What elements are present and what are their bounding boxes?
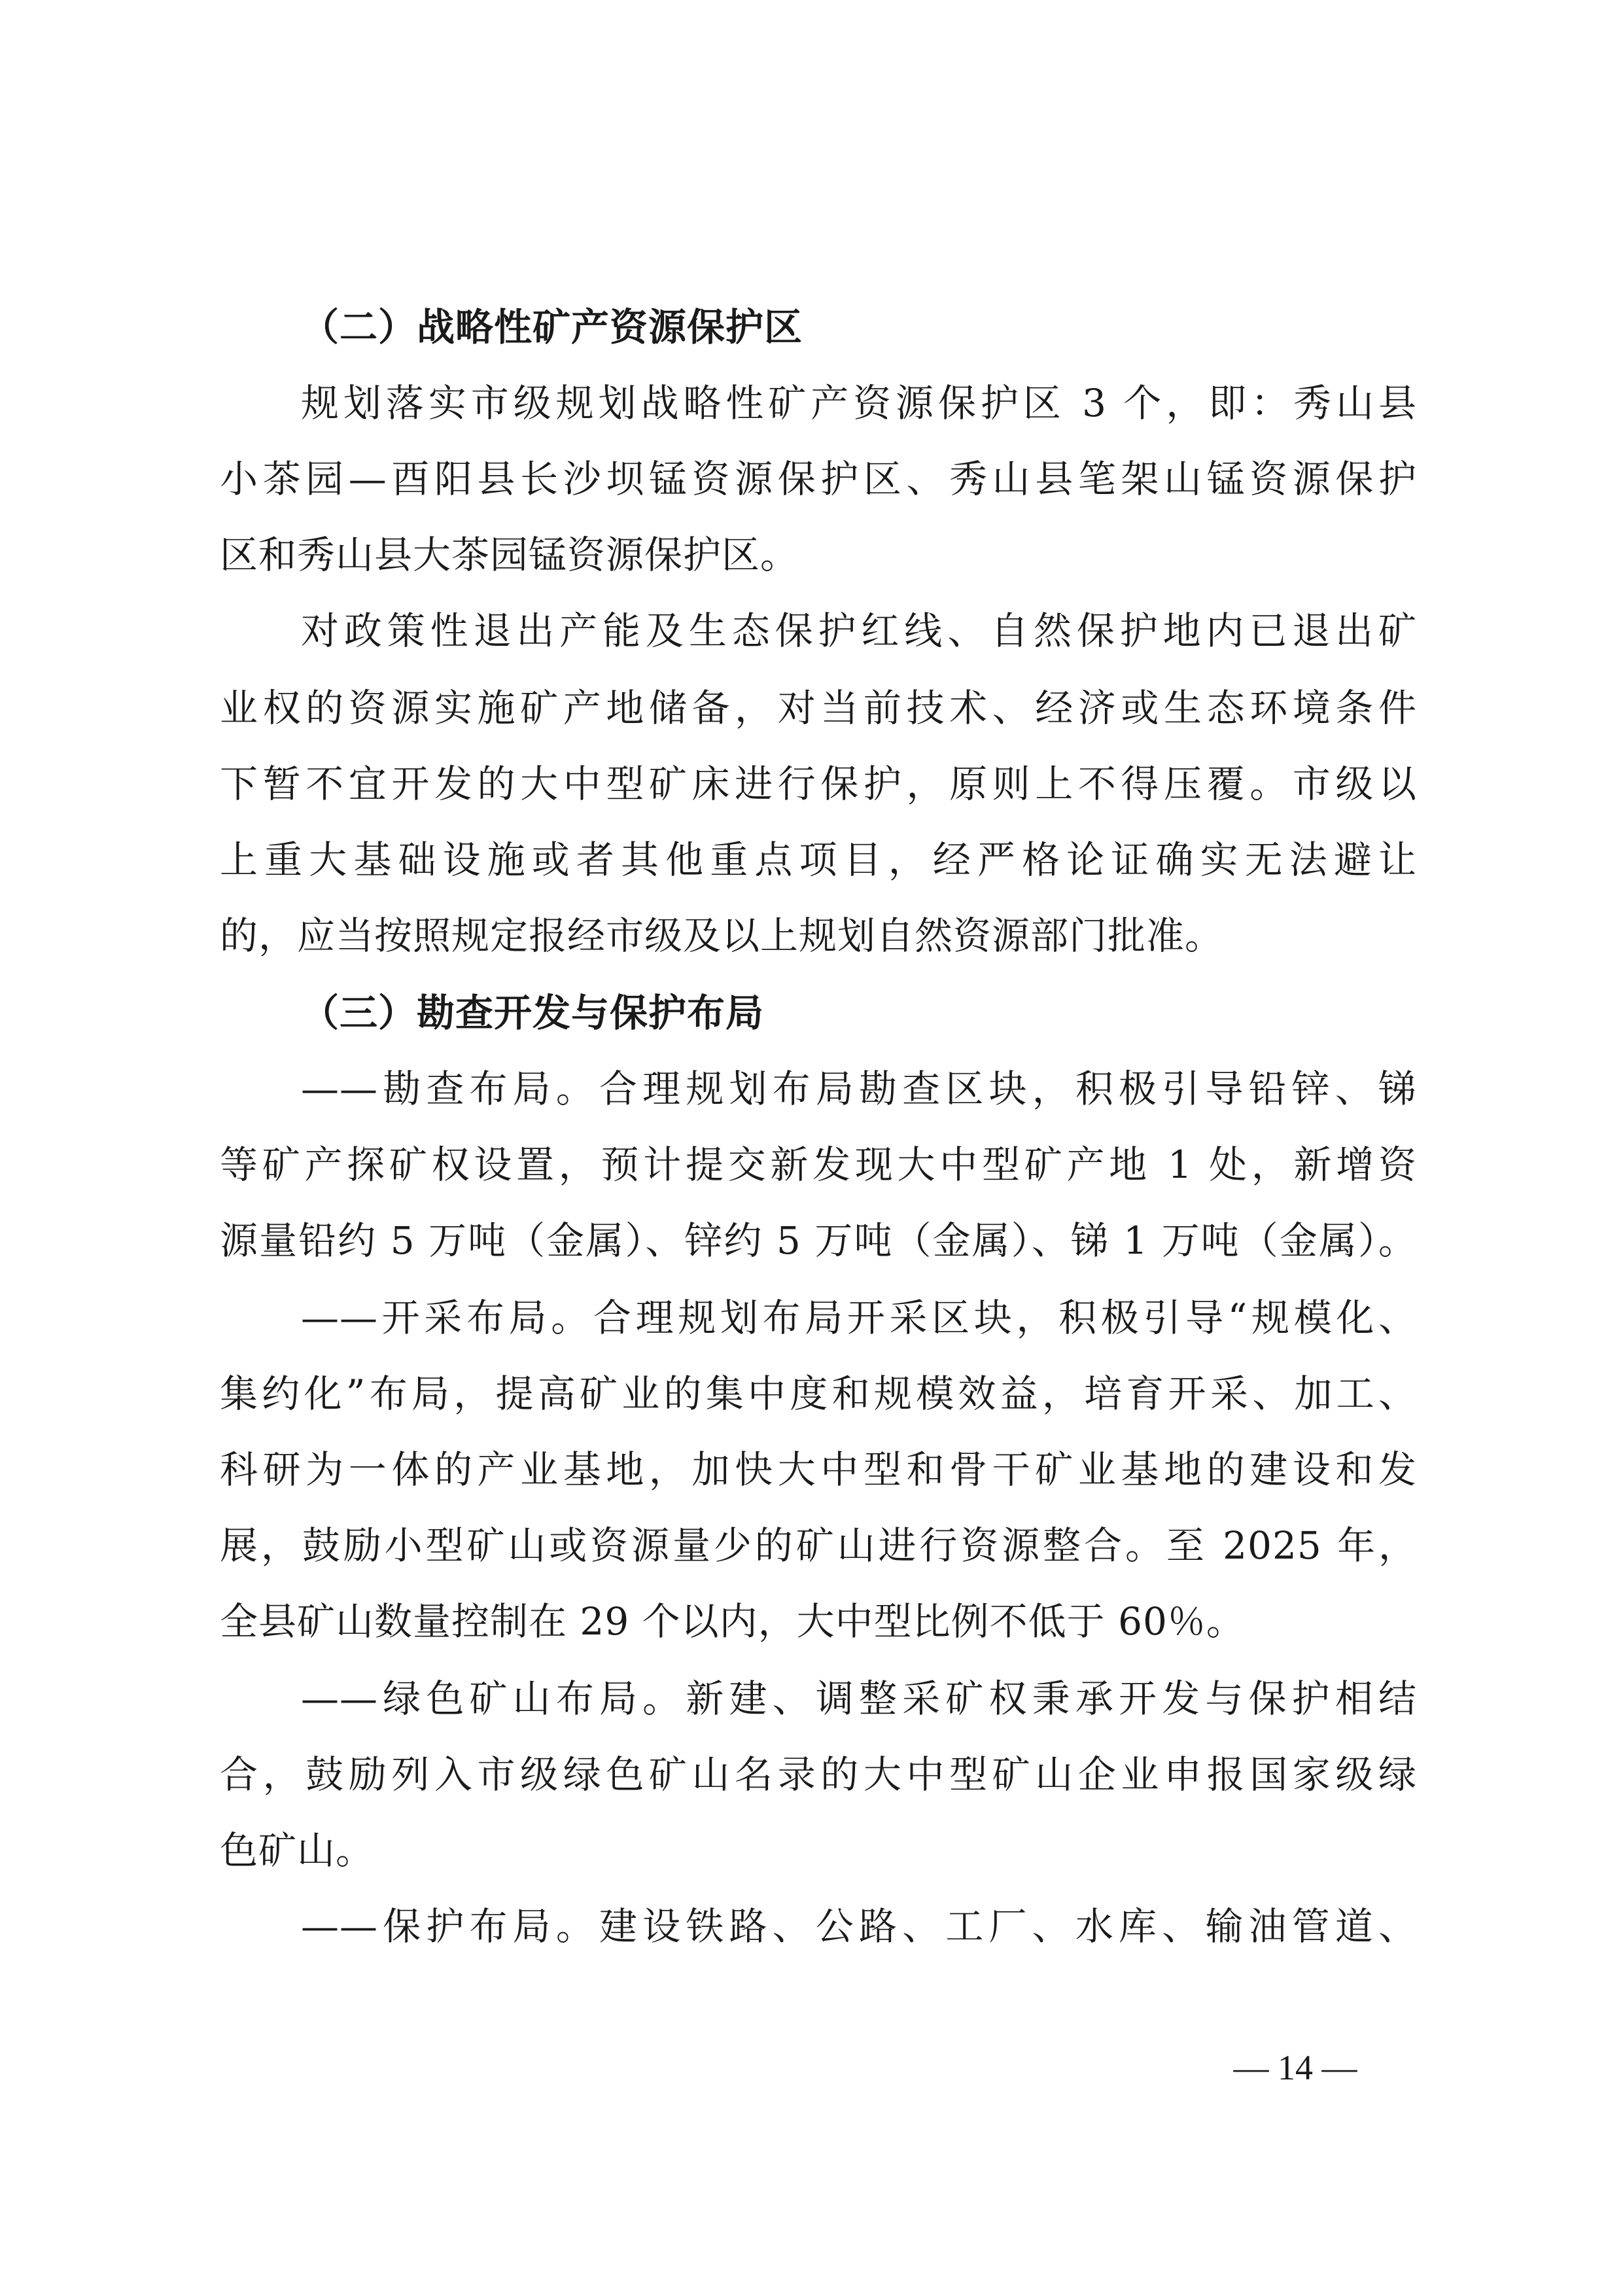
paragraph-line: 小茶园—酉阳县长沙坝锰资源保护区、秀山县笔架山锰资源保护 bbox=[220, 457, 1417, 501]
paragraph-line: 集约化”布局，提高矿业的集中度和规模效益，培育开采、加工、 bbox=[220, 1371, 1417, 1416]
paragraph-line: 等矿产探矿权设置，预计提交新发现大中型矿产地 1 处，新增资 bbox=[220, 1142, 1417, 1187]
paragraph-line: 合，鼓励列入市级绿色矿山名录的大中型矿山企业申报国家级绿 bbox=[220, 1752, 1417, 1797]
paragraph-line: 下暂不宜开发的大中型矿床进行保护，原则上不得压覆。市级以 bbox=[220, 762, 1417, 806]
section-heading: （二）战略性矿产资源保护区 bbox=[301, 305, 803, 349]
paragraph-line: 对政策性退出产能及生态保护红线、自然保护地内已退出矿 bbox=[301, 609, 1417, 653]
paragraph-line: 的，应当按照规定报经市级及以上规划自然资源部门批准。 bbox=[220, 913, 1224, 958]
paragraph-line: 展，鼓励小型矿山或资源量少的矿山进行资源整合。至 2025 年， bbox=[220, 1523, 1417, 1568]
paragraph-line: 上重大基础设施或者其他重点项目，经严格论证确实无法避让 bbox=[220, 838, 1417, 882]
paragraph-line: 色矿山。 bbox=[220, 1828, 375, 1873]
paragraph-line: ——绿色矿山布局。新建、调整采矿权秉承开发与保护相结 bbox=[301, 1676, 1417, 1721]
paragraph-line: 区和秀山县大茶园锰资源保护区。 bbox=[220, 533, 799, 577]
paragraph-line: 规划落实市级规划战略性矿产资源保护区 3 个，即：秀山县 bbox=[301, 381, 1417, 425]
paragraph-line: 全县矿山数量控制在 29 个以内，大中型比例不低于 60％。 bbox=[220, 1599, 1245, 1644]
paragraph-line: ——保护布局。建设铁路、公路、工厂、水库、输油管道、 bbox=[301, 1904, 1417, 1949]
paragraph-line: ——勘查布局。合理规划布局勘查区块，积极引导铅锌、锑 bbox=[301, 1067, 1417, 1111]
paragraph-line: 业权的资源实施矿产地储备，对当前技术、经济或生态环境条件 bbox=[220, 686, 1417, 730]
paragraph-line: 科研为一体的产业基地，加快大中型和骨干矿业基地的建设和发 bbox=[220, 1447, 1417, 1492]
paragraph-line: ——开采布局。合理规划布局开采区块，积极引导“规模化、 bbox=[301, 1296, 1417, 1340]
paragraph-line: 源量铅约 5 万吨（金属）、锌约 5 万吨（金属）、锑 1 万吨（金属）。 bbox=[220, 1218, 1417, 1263]
page-number: — 14 — bbox=[1233, 2048, 1357, 2087]
section-heading: （三）勘查开发与保护布局 bbox=[301, 991, 765, 1035]
